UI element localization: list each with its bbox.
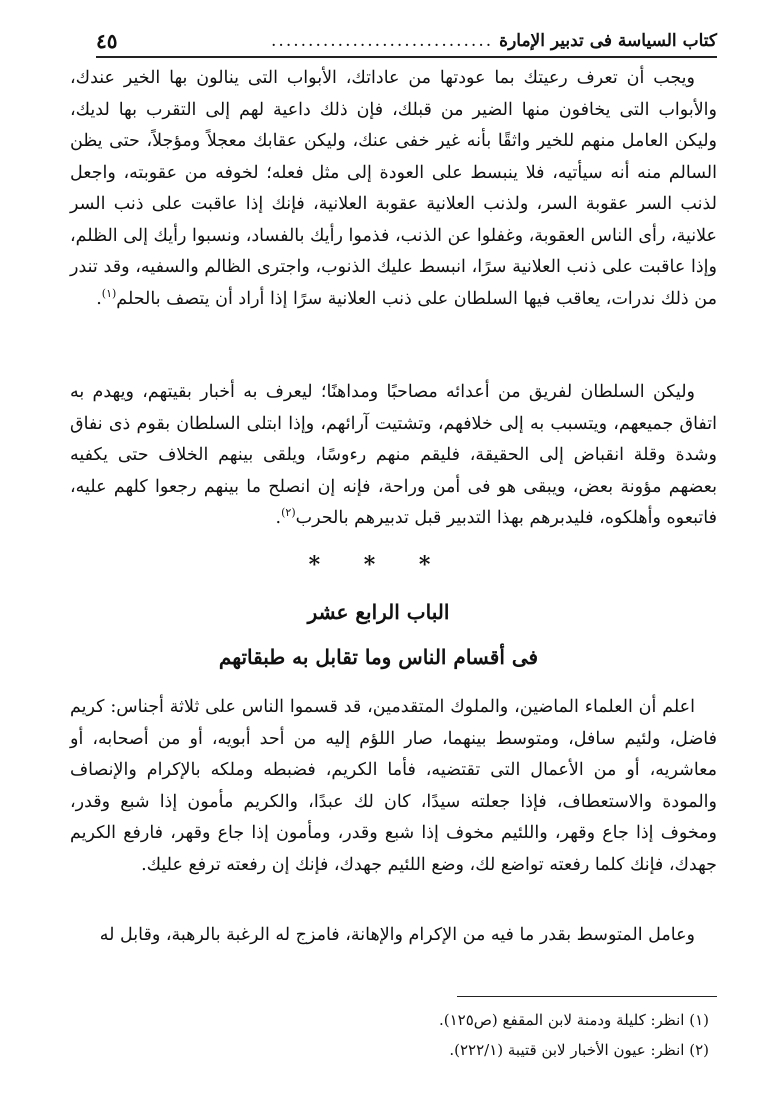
footnote-1: (١) انظر: كليلة ودمنة لابن المقفع (ص١٢٥).: [438, 1011, 709, 1029]
paragraph-1: [70, 63, 717, 315]
paragraph-text: اعلم أن العلماء الماضين، والملوك المتقدمين، قد قسموا الناس على ثلاثة أجناس: كريم فاضل، ولئيم سافل، ومتوسط بينهما، صار اللؤم إليه من أحد أبويه، أو من أصحابه، أو معاشريه، أو من الأعمال التى تقتضيه، فأما الكريم، فضبطه وملكه بالإكرام والإنصاف والمودة والاستعطاف، فإذا جعلته سيدًا، كان لك عبدًا، والكريم مأمون إذا شبع وقدر، ومخوف إذا جاع وقهر، واللئيم مخوف إذا شبع وقدر، ومأمون إذا جاع وقهر، فارفع الكريم جهدك، فإنك كلما رفعته تواضع لك، وضع اللئيم جهدك، فإنك إن رفعته ترفع عليك.: [70, 697, 717, 875]
book-title: كتاب السياسة فى تدبير الإمارة: [499, 31, 717, 51]
page-number: ٤٥: [96, 29, 118, 53]
footnote-ref-2[interactable]: (٢): [281, 506, 296, 520]
header-leader-dots: ..............................: [271, 31, 494, 51]
paragraph-end: .: [275, 508, 282, 528]
paragraph-end: .: [96, 288, 102, 309]
paragraph-text: وليكن السلطان لفريق من أعدائه مصاحبًا ومداهنًا؛ ليعرف به أخبار بقيتهم، ويهدم به اتفاق جميعهم، ويتسبب به إلى خلافهم، وتشتيت آرائهم، وإذا ابتلى السلطان بقوم ذى نفاق وشدة وقلة انقباض إلى الحقيقة، فليقم منهم رءوسًا، ويلقى بينهم الخلاف حتى يكفيه بعضهم مؤونة بعض، ويبقى هو فى أمن وراحة، فإنه إن انصلح ما بينهم رجعوا كلهم عليه، فاتبعوه وأهلكوه، فليدبرهم بهذا التدبير قبل تدبيرهم بالحرب: [70, 382, 717, 528]
paragraph-text: ويجب أن تعرف رعيتك بما عودتها من عاداتك، الأبواب التى ينالون بها الخير عندك، والأبواب التى يخافون منها الضير من قبلك، فإن ذلك داعية لهم إلى التقرب بها لديك، وليكن العامل منهم للخير واثقًا بأنه غير خفى عنك، وليكن عقابك معجلاً ومؤجلاً، حتى يظن السالم منه أنه سيأتيه، فلا ينبسط على العودة إلى مثل فعله؛ لخوفه من عقوبته، واجعل لذنب السر عقوبة السر، ولذنب العلانية عقوبة العلانية، فإنك إذا عاقبت على ذنب السر علانية، رأى الناس العقوبة، وغفلوا عن الذنب، فذموا رأيك بالفساد، ونسبوا رأيك إلى الظلم، وإذا عاقبت على ذنب العلانية سرًا، انبسط عليك الذنوب، واجترى الظالم والسفيه، وقد تندر من ذلك ندرات، يعاقب فيها السلطان على ذنب العلانية سرًا إذا أراد أن يتصف بالحلم: [70, 68, 717, 309]
running-header: [96, 26, 717, 58]
paragraph-text: وعامل المتوسط بقدر ما فيه من الإكرام والإهانة، فامزج له الرغبة بالرهبة، وقابل له: [99, 925, 695, 945]
footnote-divider: [457, 996, 717, 997]
chapter-title: الباب الرابع عشر: [307, 600, 450, 624]
paragraph-3: [70, 692, 717, 881]
footnote-ref-1[interactable]: (١): [101, 286, 117, 300]
footnote-2: (٢) انظر: عيون الأخبار لابن قتيبة (٢٢٢/١).: [449, 1041, 709, 1059]
paragraph-2: [70, 377, 717, 535]
section-separator: * * *: [308, 552, 449, 578]
chapter-subtitle: فى أقسام الناس وما تقابل به طبقاتهم: [218, 645, 539, 669]
footnotes: [70, 1005, 709, 1065]
paragraph-4: [70, 920, 717, 952]
